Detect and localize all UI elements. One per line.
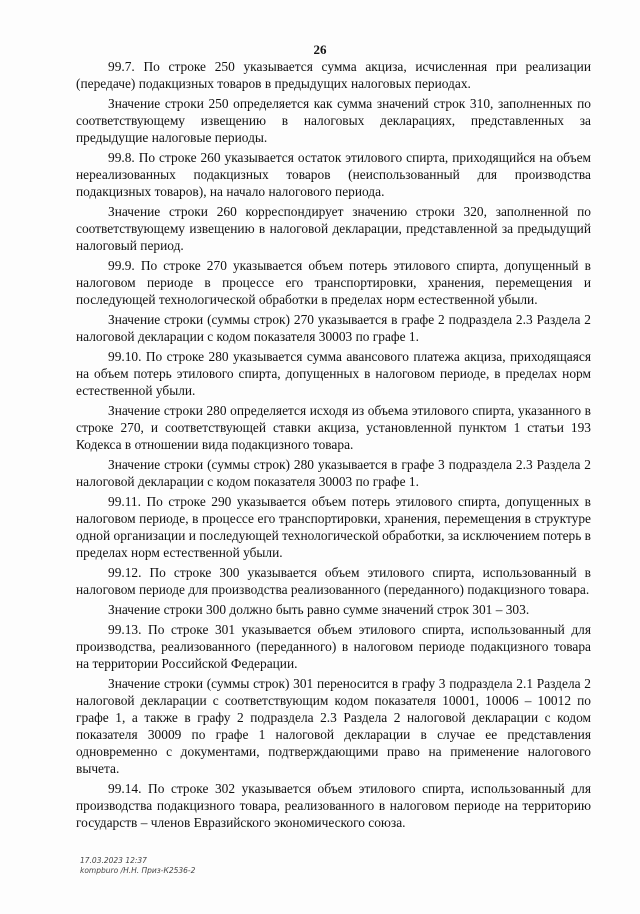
page-number: 26 xyxy=(313,42,327,57)
paragraph: Значение строки (суммы строк) 280 указывается в графе 3 подраздела 2.3 Раздела 2 налоговой декларации с кодом показателя 30003 по графе 1. xyxy=(76,457,591,489)
paragraph-99-13: 99.13. По строке 301 указывается объем этилового спирта, использованный для производства, реализованного (переданного) в налоговом периоде подакцизного товара на территории Российской Федерации. xyxy=(76,622,591,671)
paragraph: Значение строки 280 определяется исходя из объема этилового спирта, указанного в строке 270, и соответствующей ставки акциза, установленной пунктом 1 статьи 193 Кодекса в отношении вида подакцизного товара. xyxy=(76,403,591,452)
paragraph: Значение строки (суммы строк) 301 переносится в графу 3 подраздела 2.1 Раздела 2 налоговой декларации с соответствующим кодом показателя 10001, 10006 – 10012 по графе 1, а также в графу 2 подраздела 2.3 Раздела 2 налоговой декларации с кодом показателя 30009 по графе 1 налоговой декларации в случае ее представления одновременно с документами, подтверждающими право на применение налогового вычета. xyxy=(76,676,591,776)
paragraph: Значение строки (суммы строк) 270 указывается в графе 2 подраздела 2.3 Раздела 2 налоговой декларации с кодом показателя 30003 по графе 1. xyxy=(76,312,591,344)
paragraph: Значение строки 300 должно быть равно сумме значений строк 301 – 303. xyxy=(108,602,530,617)
paragraph-99-12: 99.12. По строке 300 указывается объем этилового спирта, использованный в налоговом периоде для производства реализованного (переданного) подакцизного товара. xyxy=(76,565,591,597)
paragraph: Значение строки 250 определяется как сумма значений строк 310, заполненных по соответствующему извещению в налоговых декларациях, представленных за предыдущие налоговые периоды. xyxy=(76,96,591,145)
paragraph-99-14: 99.14. По строке 302 указывается объем этилового спирта, использованный для производства подакцизного товара, реализованного в налоговом периоде на территорию государств – членов Евразийского экономического союза. xyxy=(76,781,591,830)
document-footer xyxy=(80,856,195,876)
paragraph-99-7: 99.7. По строке 250 указывается сумма акциза, исчисленная при реализации (передаче) подакцизных товаров в предыдущих налоговых периодах. xyxy=(76,59,591,91)
paragraph-99-9: 99.9. По строке 270 указывается объем потерь этилового спирта, допущенный в налоговом периоде в процессе его транспортировки, хранения, перемещения и последующей технологической обработки в пределах норм естественной убыли. xyxy=(76,258,591,307)
paragraph-99-8: 99.8. По строке 260 указывается остаток этилового спирта, приходящийся на объем нереализованных подакцизных товаров (неиспользованный для производства подакцизных товаров), на начало налогового периода. xyxy=(76,150,591,199)
footer-timestamp: 17.03.2023 12:37 xyxy=(80,856,147,865)
paragraph: Значение строки 260 корреспондирует значению строки 320, заполненной по соответствующему извещению в налоговой декларации, представленной за предыдущий налоговый период. xyxy=(76,204,591,253)
paragraph-99-11: 99.11. По строке 290 указывается объем потерь этилового спирта, допущенных в налоговом периоде, в процессе его транспортировки, хранения, перемещения в структуре одной организации и последующей технологической обработки, за исключением потерь в пределах норм естественной убыли. xyxy=(76,494,591,560)
document-body xyxy=(76,58,591,831)
footer-stamp: kompburo /Н.Н. Приз-К2536-2 xyxy=(80,866,196,875)
paragraph-99-10: 99.10. По строке 280 указывается сумма авансового платежа акциза, приходящаяся на объем потерь этилового спирта, допущенных в налоговом периоде, в пределах норм естественной убыли. xyxy=(76,349,591,398)
